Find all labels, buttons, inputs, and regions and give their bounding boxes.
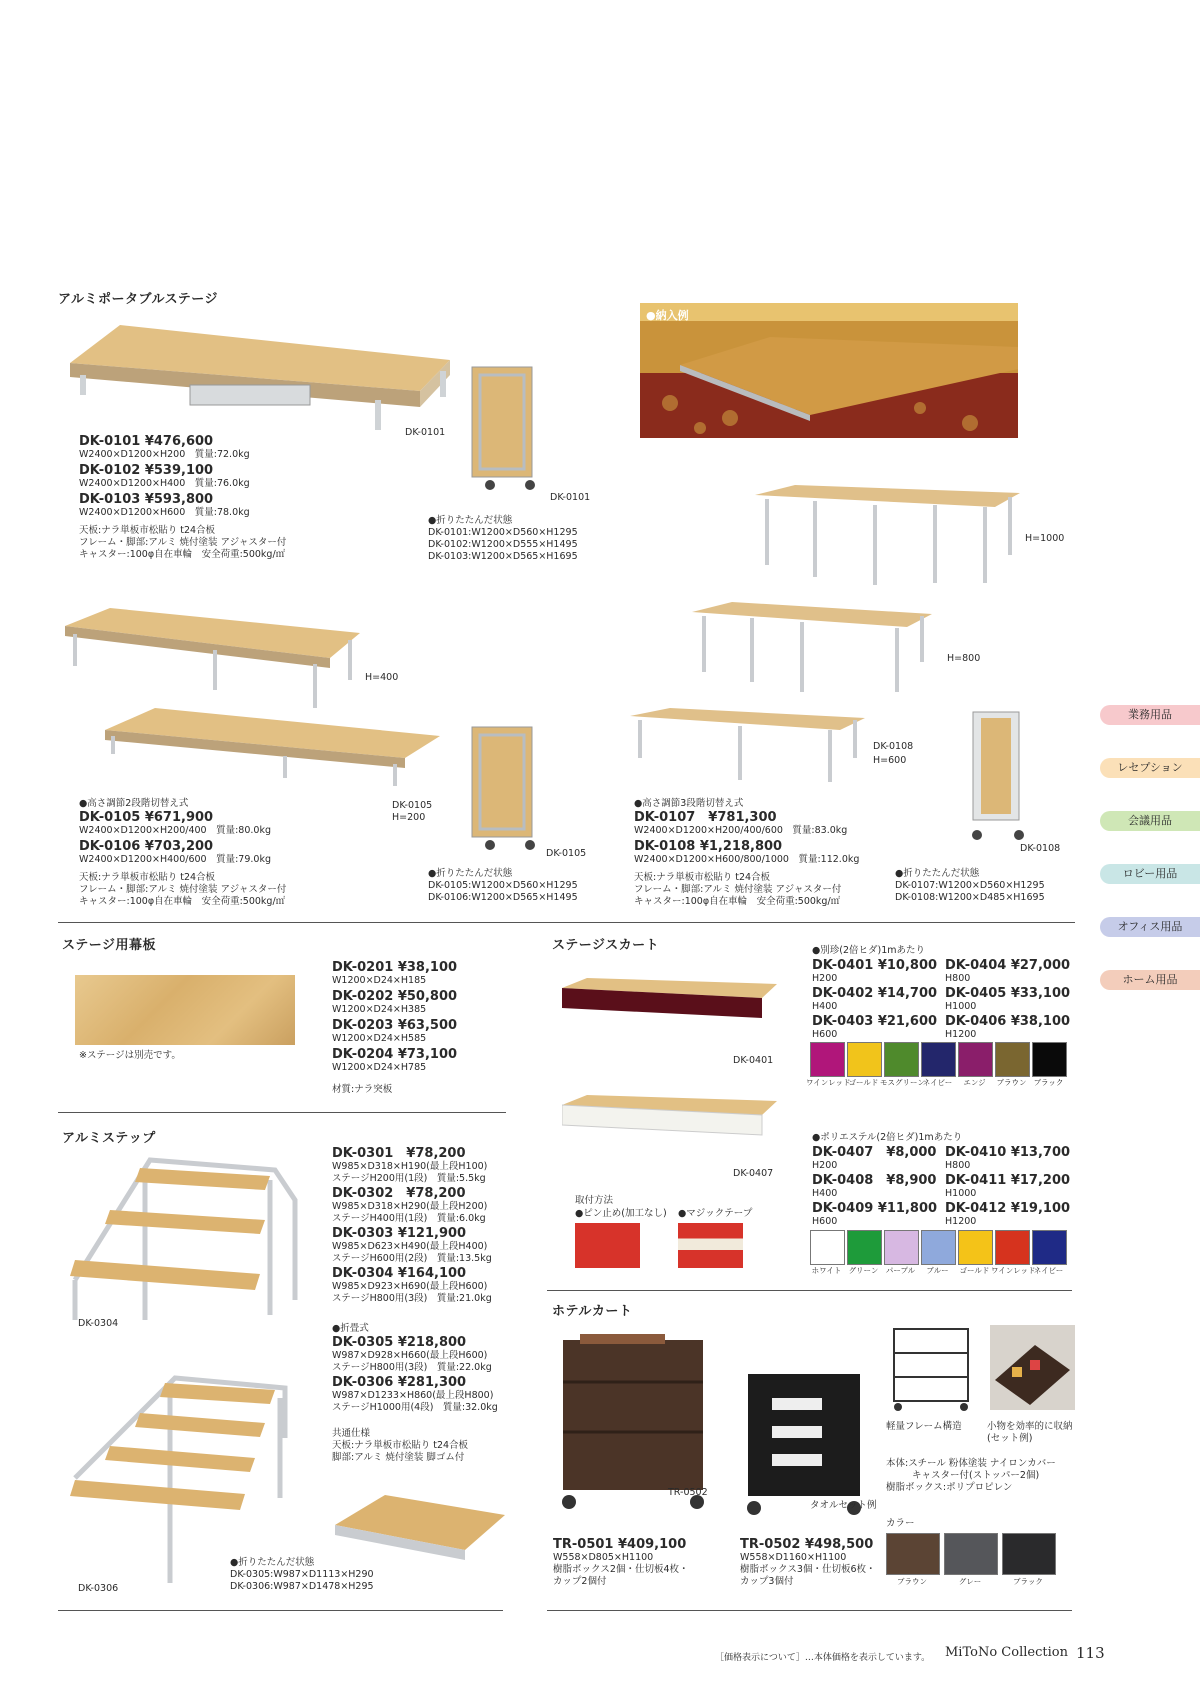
maku-list xyxy=(332,960,457,1096)
step-fold-type: ●折畳式 xyxy=(332,1323,369,1334)
stage-g3-fold-2: DK-0108:W1200×D485×H1695 xyxy=(895,892,1045,903)
stage-g3-fold-title: ●折りたたんだ状態 xyxy=(895,868,980,879)
index-tab[interactable]: ホーム用品 xyxy=(1100,970,1200,990)
stage-section-title: アルミポータブルステージ xyxy=(58,292,219,307)
maku-dim-4: W1200×D24×H785 xyxy=(332,1062,427,1073)
stage-g2-spec-2: フレーム・脚部:アルミ 焼付塗装 アジャスター付 xyxy=(79,884,287,895)
skirt-g1-h-3: H600 xyxy=(812,1029,838,1040)
skirt-g1-swatch-label: ブラウン xyxy=(996,1078,1027,1087)
skirt-g1-swatch xyxy=(958,1042,993,1077)
cart-swatch-label: グレー xyxy=(958,1577,982,1586)
skirt-g1-code-4: DK-0404 ¥27,000 xyxy=(945,958,1071,973)
maku-photo xyxy=(75,975,295,1045)
cart-section-title: ホテルカート xyxy=(552,1304,633,1319)
cart-swatch xyxy=(886,1533,940,1575)
divider-1 xyxy=(58,922,1075,923)
skirt-attach-pin: ●ピン止め(加工なし) xyxy=(575,1208,667,1219)
step-section-title: アルミステップ xyxy=(62,1131,156,1146)
stage-dk0105-folded-label: DK-0105 xyxy=(546,848,587,859)
stage-h1000-label: H=1000 xyxy=(1025,533,1065,544)
skirt-g2-h-3: H600 xyxy=(812,1216,838,1227)
stage-g2-spec-3: キャスター:100φ自在車輪 安全荷重:500kg/㎡ xyxy=(79,896,286,907)
stage-g2-code-2: DK-0106 ¥703,200 xyxy=(79,839,214,854)
step-dk0306-image xyxy=(70,1368,295,1588)
stage-dk0108-image xyxy=(630,708,865,788)
stage-dk0101-folded-image xyxy=(470,365,550,493)
cart-dim-1: W558×D805×H1100 xyxy=(553,1552,654,1563)
step-dk0304-photo xyxy=(70,1150,305,1330)
maku-code-2: DK-0202 ¥50,800 xyxy=(332,989,458,1004)
step-fold-note-1: ステージH800用(3段) 質量:22.0kg xyxy=(332,1362,492,1373)
stage-g3-dim-1: W2400×D1200×H200/400/600 質量:83.0kg xyxy=(634,825,848,836)
maku-code-1: DK-0201 ¥38,100 xyxy=(332,960,458,975)
skirt-g1-h-2: H400 xyxy=(812,1001,838,1012)
skirt-g2-swatch-label: ブルー xyxy=(926,1266,949,1275)
skirt-g2-swatch-label: ゴールド xyxy=(959,1266,990,1275)
cart-spec-2: キャスター付(ストッパー2個) xyxy=(912,1470,1040,1481)
step-common-2: 脚部:アルミ 焼付塗装 脚ゴム付 xyxy=(332,1452,465,1463)
stage-h1000-photo xyxy=(755,485,1020,590)
page-number: 113 xyxy=(1076,1644,1105,1662)
cart-code-1: TR-0501 ¥409,100 xyxy=(553,1537,687,1552)
stage-g1-code-3: DK-0103 ¥593,800 xyxy=(79,492,214,507)
index-tab[interactable]: ロビー用品 xyxy=(1100,864,1200,884)
cart-swatch-label: ブラック xyxy=(1013,1577,1043,1586)
stage-g1-spec-1: 天板:ナラ単板市松貼り t24合板 xyxy=(79,525,216,536)
skirt-g1-swatch-label: ワインレッド xyxy=(806,1078,851,1087)
step-dk0306-photo xyxy=(70,1368,295,1588)
cart-item-1 xyxy=(553,1537,689,1588)
step-dk0304-image xyxy=(70,1150,305,1330)
maku-material: 材質:ナラ突板 xyxy=(332,1084,393,1095)
step-list xyxy=(332,1146,492,1305)
skirt-g2-swatch xyxy=(1032,1230,1067,1265)
cart-swatch-label: ブラウン xyxy=(897,1577,927,1586)
step-common-1: 天板:ナラ単板市松貼り t24合板 xyxy=(332,1440,469,1451)
stage-g3-fold-1: DK-0107:W1200×D560×H1295 xyxy=(895,880,1045,891)
skirt-g1-code-1: DK-0401 ¥10,800 xyxy=(812,958,938,973)
step-common-title: 共通仕様 xyxy=(332,1428,371,1439)
stage-g2-head: ●高さ調節2段階切替え式 xyxy=(79,798,189,809)
skirt-g1-h-6: H1200 xyxy=(945,1029,977,1040)
stage-group3 xyxy=(634,798,859,908)
maku-code-4: DK-0204 ¥73,100 xyxy=(332,1047,458,1062)
footer-price-note: ［価格表示について］…本体価格を表示しています。 xyxy=(715,1653,931,1663)
cart-box-image xyxy=(990,1325,1075,1410)
step-dk0304-label: DK-0304 xyxy=(78,1318,119,1329)
cart-spec-3: 樹脂ボックス:ポリプロピレン xyxy=(886,1482,1013,1493)
cart-note-2a: 樹脂ボックス3個・仕切板6枚・ xyxy=(740,1564,876,1575)
step-fold-code-1: DK-0305 ¥218,800 xyxy=(332,1335,467,1350)
stage-g2-fold-title: ●折りたたんだ状態 xyxy=(428,868,513,879)
skirt-g2-code-1: DK-0407 ¥8,000 xyxy=(812,1145,937,1160)
stage-dk0101-image xyxy=(70,325,450,445)
cart-tr0502-photo xyxy=(742,1368,867,1518)
skirt-g2-h-2: H400 xyxy=(812,1188,838,1199)
step-dim-2: W985×D318×H290(最上段H200) xyxy=(332,1201,488,1212)
cart-note-1b: カップ2個付 xyxy=(553,1576,607,1587)
skirt-section-title: ステージスカート xyxy=(552,938,660,953)
step-note-3: ステージH600用(2段) 質量:13.5kg xyxy=(332,1253,492,1264)
maku-code-3: DK-0203 ¥63,500 xyxy=(332,1018,458,1033)
stage-h400-image xyxy=(65,608,360,718)
stage-g1-dim-3: W2400×D1200×H600 質量:78.0kg xyxy=(79,507,250,518)
skirt-g1-code-5: DK-0405 ¥33,100 xyxy=(945,986,1071,1001)
stage-h600-label: H=600 xyxy=(873,755,907,766)
skirt-dk0401-photo xyxy=(562,978,777,1023)
stage-g1-spec-2: フレーム・脚部:アルミ 焼付塗装 アジャスター付 xyxy=(79,537,287,548)
skirt-g1-swatch xyxy=(884,1042,919,1077)
stage-dk0101-folded-photo xyxy=(470,365,550,493)
stage-g2-fold-1: DK-0105:W1200×D560×H1295 xyxy=(428,880,578,891)
stage-h200-label: H=200 xyxy=(392,812,426,823)
cart-frame-image xyxy=(890,1325,975,1415)
cart-tr0501-image xyxy=(555,1332,715,1512)
maku-section-title: ステージ用幕板 xyxy=(62,938,156,953)
cart-color-title: カラー xyxy=(886,1518,915,1529)
step-fold-dim-1: W987×D928×H660(最上段H600) xyxy=(332,1350,488,1361)
stage-dk0101-folded-label: DK-0101 xyxy=(550,492,591,503)
skirt-dk0407-label: DK-0407 xyxy=(733,1168,774,1179)
skirt-g1-swatch xyxy=(810,1042,845,1077)
stage-h1000-image xyxy=(755,485,1020,590)
stage-g2-code-1: DK-0105 ¥671,900 xyxy=(79,810,214,825)
cart-box-label-1: 小物を効率的に収納 xyxy=(987,1421,1073,1432)
stage-g2-fold-2: DK-0106:W1200×D565×H1495 xyxy=(428,892,578,903)
step-dim-3: W985×D623×H490(最上段H400) xyxy=(332,1241,488,1252)
cart-swatch xyxy=(1002,1533,1056,1575)
stage-dk0108-folded-label: DK-0108 xyxy=(1020,843,1061,854)
cart-box-label-2: (セット例) xyxy=(987,1433,1033,1444)
skirt-g1-swatch-label: ゴールド xyxy=(848,1078,879,1087)
skirt-dk0401-image xyxy=(562,978,777,1023)
skirt-g2-left xyxy=(812,1145,937,1228)
skirt-g2-swatch xyxy=(958,1230,993,1265)
stage-g2-spec-1: 天板:ナラ単板市松貼り t24合板 xyxy=(79,872,216,883)
stage-g1-fold-3: DK-0103:W1200×D565×H1695 xyxy=(428,551,578,562)
cart-tr0502-image xyxy=(742,1368,867,1518)
index-tab[interactable]: 会議用品 xyxy=(1100,811,1200,831)
step-fold-code-2: DK-0306 ¥281,300 xyxy=(332,1375,467,1390)
skirt-g1-swatch-label: ネイビー xyxy=(922,1078,953,1087)
skirt-g1-swatch xyxy=(921,1042,956,1077)
skirt-g2-swatch xyxy=(921,1230,956,1265)
stage-g3-fold xyxy=(895,868,1045,904)
step-folded-list xyxy=(230,1557,374,1593)
cart-code-2: TR-0502 ¥498,500 xyxy=(740,1537,874,1552)
cart-towel-label: タオルセット例 xyxy=(810,1500,877,1511)
stage-group2 xyxy=(79,798,286,908)
skirt-g1-swatch xyxy=(847,1042,882,1077)
cart-note-1a: 樹脂ボックス2個・仕切板4枚・ xyxy=(553,1564,689,1575)
stage-g1-fold-1: DK-0101:W1200×D560×H1295 xyxy=(428,527,578,538)
skirt-g1-code-6: DK-0406 ¥38,100 xyxy=(945,1014,1071,1029)
step-dim-1: W985×D318×H190(最上段H100) xyxy=(332,1161,488,1172)
stage-h400-photo xyxy=(65,608,360,718)
divider-5 xyxy=(547,1610,1072,1611)
step-fold-dim-2: W987×D1233×H860(最上段H800) xyxy=(332,1390,494,1401)
step-folded-title: ●折りたたんだ状態 xyxy=(230,1557,315,1568)
cart-spec-1: 本体:スチール 粉体塗装 ナイロンカバー xyxy=(886,1458,1056,1469)
stage-h800-photo xyxy=(692,602,932,702)
step-note-1: ステージH200用(1段) 質量:5.5kg xyxy=(332,1173,486,1184)
skirt-g1-head: ●別珍(2倍ヒダ)1mあたり xyxy=(812,945,926,956)
skirt-g1-code-2: DK-0402 ¥14,700 xyxy=(812,986,938,1001)
skirt-g1-left xyxy=(812,958,937,1041)
skirt-g2-h-5: H1000 xyxy=(945,1188,977,1199)
install-example-image xyxy=(640,303,1018,438)
stage-dk0105-folded-image xyxy=(470,725,550,853)
stage-dk0105-photo xyxy=(105,708,440,788)
step-folded-1: DK-0305:W987×D1113×H290 xyxy=(230,1569,374,1580)
step-code-4: DK-0304 ¥164,100 xyxy=(332,1266,467,1281)
skirt-g1-h-1: H200 xyxy=(812,973,838,984)
index-tab[interactable]: 業務用品 xyxy=(1100,705,1200,725)
skirt-dk0407-photo xyxy=(562,1095,777,1140)
skirt-g2-right xyxy=(945,1145,1070,1228)
stage-g1-dim-1: W2400×D1200×H200 質量:72.0kg xyxy=(79,449,250,460)
stage-g2-dim-1: W2400×D1200×H200/400 質量:80.0kg xyxy=(79,825,271,836)
skirt-pin-photo xyxy=(575,1223,640,1268)
skirt-g2-swatch-label: グリーン xyxy=(848,1266,879,1275)
step-folded-image xyxy=(335,1495,505,1565)
stage-dk0108-folded-image xyxy=(965,710,1031,845)
index-tab[interactable]: レセプション xyxy=(1100,758,1200,778)
step-folded-2: DK-0306:W987×D1478×H295 xyxy=(230,1581,374,1592)
skirt-g2-h-4: H800 xyxy=(945,1160,971,1171)
stage-dk0108-photo xyxy=(630,708,865,788)
divider-2 xyxy=(58,1112,506,1113)
skirt-g2-swatch-label: ネイビー xyxy=(1033,1266,1064,1275)
divider-3 xyxy=(547,1290,1072,1291)
step-code-1: DK-0301 ¥78,200 xyxy=(332,1146,466,1161)
stage-g1-fold-title: ●折りたたんだ状態 xyxy=(428,515,513,526)
step-fold-note-2: ステージH1000用(4段) 質量:32.0kg xyxy=(332,1402,498,1413)
skirt-g1-swatch-label: モスグリーン xyxy=(880,1078,925,1087)
maku-dim-2: W1200×D24×H385 xyxy=(332,1004,427,1015)
stage-g2-dim-2: W2400×D1200×H400/600 質量:79.0kg xyxy=(79,854,271,865)
cart-dim-2: W558×D1160×H1100 xyxy=(740,1552,847,1563)
skirt-g1-h-4: H800 xyxy=(945,973,971,984)
skirt-g1-code-3: DK-0403 ¥21,600 xyxy=(812,1014,938,1029)
skirt-g2-swatch xyxy=(847,1230,882,1265)
install-example-photo xyxy=(640,303,1018,438)
stage-dk0105-label: DK-0105 xyxy=(392,800,433,811)
skirt-dk0401-label: DK-0401 xyxy=(733,1055,774,1066)
skirt-g2-code-2: DK-0408 ¥8,900 xyxy=(812,1173,937,1188)
stage-h800-image xyxy=(692,602,932,702)
skirt-dk0407-image xyxy=(562,1095,777,1140)
stage-g1-dim-2: W2400×D1200×H400 質量:76.0kg xyxy=(79,478,250,489)
step-folded-photo xyxy=(335,1495,505,1565)
stage-g3-spec-1: 天板:ナラ単板市松貼り t24合板 xyxy=(634,872,771,883)
skirt-g2-swatch xyxy=(884,1230,919,1265)
skirt-g1-swatch-label: ブラック xyxy=(1033,1078,1064,1087)
stage-g1-spec-3: キャスター:100φ自在車輪 安全荷重:500kg/㎡ xyxy=(79,549,286,560)
stage-g3-spec-2: フレーム・脚部:アルミ 焼付塗装 アジャスター付 xyxy=(634,884,842,895)
skirt-g2-swatch-label: ホワイト xyxy=(811,1266,842,1275)
stage-dk0108-folded-photo xyxy=(965,710,1031,845)
stage-g3-code-1: DK-0107 ¥781,300 xyxy=(634,810,777,825)
stage-g2-fold xyxy=(428,868,578,904)
stage-g1-fold-2: DK-0102:W1200×D555×H1495 xyxy=(428,539,578,550)
stage-dk0105-image xyxy=(105,708,440,788)
cart-tr0501-photo xyxy=(555,1332,715,1512)
skirt-g1-swatch xyxy=(1032,1042,1067,1077)
stage-g3-code-2: DK-0108 ¥1,218,800 xyxy=(634,839,783,854)
step-dim-4: W985×D923×H690(最上段H600) xyxy=(332,1281,488,1292)
step-code-3: DK-0303 ¥121,900 xyxy=(332,1226,467,1241)
skirt-g2-code-5: DK-0411 ¥17,200 xyxy=(945,1173,1071,1188)
cart-note-2b: カップ3個付 xyxy=(740,1576,794,1587)
footer-brand: MiToNo Collection xyxy=(945,1645,1068,1660)
stage-g1-code-1: DK-0101 ¥476,600 xyxy=(79,434,214,449)
cart-tr0502-label: TR-0502 xyxy=(668,1487,708,1498)
skirt-magic-photo xyxy=(678,1223,743,1268)
stage-group1 xyxy=(79,434,286,561)
stage-g3-spec-3: キャスター:100φ自在車輪 安全荷重:500kg/㎡ xyxy=(634,896,841,907)
skirt-g2-swatch-label: パープル xyxy=(885,1266,916,1275)
stage-g3-dim-2: W2400×D1200×H600/800/1000 質量:112.0kg xyxy=(634,854,860,865)
stage-g3-head: ●高さ調節3段階切替え式 xyxy=(634,798,744,809)
step-dk0306-label: DK-0306 xyxy=(78,1583,119,1594)
skirt-g2-h-6: H1200 xyxy=(945,1216,977,1227)
maku-note: ※ステージは別売です。 xyxy=(79,1050,181,1061)
cart-frame-photo xyxy=(890,1325,975,1415)
skirt-g1-h-5: H1000 xyxy=(945,1001,977,1012)
skirt-g1-swatch xyxy=(995,1042,1030,1077)
maku-dim-3: W1200×D24×H585 xyxy=(332,1033,427,1044)
install-example-label: ●納入例 xyxy=(646,309,689,322)
skirt-attach-magic: ●マジックテープ xyxy=(678,1208,753,1219)
skirt-g2-swatch xyxy=(810,1230,845,1265)
cart-item-2 xyxy=(740,1537,876,1588)
stage-dk0105-folded-photo xyxy=(470,725,550,853)
cart-frame-label: 軽量フレーム構造 xyxy=(886,1421,962,1432)
skirt-g2-swatch xyxy=(995,1230,1030,1265)
skirt-g2-h-1: H200 xyxy=(812,1160,838,1171)
divider-4 xyxy=(58,1610,503,1611)
stage-dk0101-label: DK-0101 xyxy=(405,427,446,438)
skirt-g2-code-6: DK-0412 ¥19,100 xyxy=(945,1201,1071,1216)
step-note-2: ステージH400用(1段) 質量:6.0kg xyxy=(332,1213,486,1224)
skirt-g2-code-3: DK-0409 ¥11,800 xyxy=(812,1201,938,1216)
skirt-attach-title: 取付方法 xyxy=(575,1195,614,1206)
step-code-2: DK-0302 ¥78,200 xyxy=(332,1186,466,1201)
stage-h400-label: H=400 xyxy=(365,672,399,683)
index-tab[interactable]: オフィス用品 xyxy=(1100,917,1200,937)
stage-g1-code-2: DK-0102 ¥539,100 xyxy=(79,463,214,478)
skirt-g1-right xyxy=(945,958,1070,1041)
skirt-g2-head: ●ポリエステル(2倍ヒダ)1mあたり xyxy=(812,1132,963,1143)
stage-dk0101-photo xyxy=(70,325,450,445)
step-note-4: ステージH800用(3段) 質量:21.0kg xyxy=(332,1293,492,1304)
cart-box-photo xyxy=(990,1325,1075,1410)
stage-h800-label: H=800 xyxy=(947,653,981,664)
stage-dk0108-label: DK-0108 xyxy=(873,741,914,752)
cart-spec xyxy=(886,1458,1056,1494)
stage-g1-fold xyxy=(428,515,578,563)
skirt-g1-swatch-label: エンジ xyxy=(963,1078,986,1087)
maku-dim-1: W1200×D24×H185 xyxy=(332,975,427,986)
skirt-g2-swatch-label: ワインレッド xyxy=(991,1266,1036,1275)
cart-swatch xyxy=(944,1533,998,1575)
step-fold-list xyxy=(332,1323,498,1464)
skirt-g2-code-4: DK-0410 ¥13,700 xyxy=(945,1145,1071,1160)
